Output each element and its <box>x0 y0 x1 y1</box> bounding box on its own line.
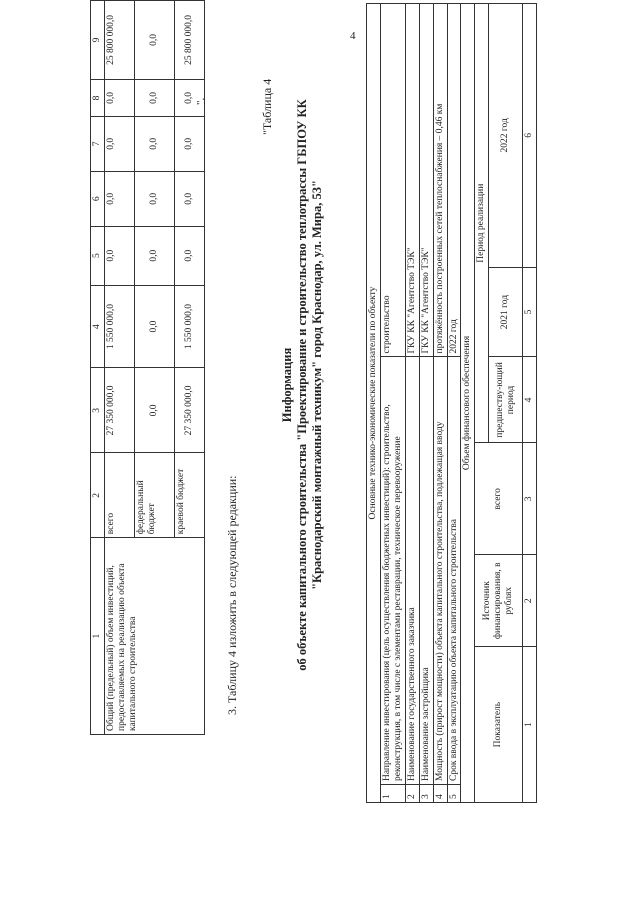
col-period: Период реализации <box>475 4 489 443</box>
previous-table <box>90 0 205 735</box>
table-cell: 25 800 000,0 <box>174 1 204 80</box>
table-row <box>104 1 134 735</box>
col-number: 1 <box>523 647 537 803</box>
table-cell: 0,0 <box>174 226 204 285</box>
table-cell: 0,0 <box>134 116 174 171</box>
table-cell: 0,0 <box>104 116 134 171</box>
table-row <box>419 4 433 803</box>
table-cell: 0,0 <box>134 226 174 285</box>
table-cell: 25 800 000,0 <box>104 1 134 80</box>
table-header-cell: 8 <box>91 79 105 116</box>
table-header-cell: 7 <box>91 116 105 171</box>
col-number: 4 <box>523 357 537 443</box>
col-source: Источник финансирования, в рублях <box>475 555 523 647</box>
table-cell: 27 350 000,0 <box>174 368 204 453</box>
row-number: 1 <box>380 785 405 803</box>
title-line: Информация <box>280 347 294 423</box>
table-cell: 0,0 <box>134 285 174 368</box>
row-label: Мощность (прирост мощности) объекта капитального строительства, подлежащая вводу <box>433 357 447 785</box>
row-number: 4 <box>433 785 447 803</box>
table-row <box>380 4 405 803</box>
table-cell: 1 550 000,0 <box>104 285 134 368</box>
table-cell: всего <box>104 453 134 538</box>
table-4 <box>366 3 537 803</box>
col-2021: 2021 год <box>489 267 523 357</box>
col-number: 6 <box>523 4 537 268</box>
table-header-cell: 3 <box>91 368 105 453</box>
row-label: Наименование застройщика <box>419 357 433 785</box>
row-number: 2 <box>405 785 419 803</box>
table-header-cell: 1 <box>91 538 105 735</box>
table-header-cell: 5 <box>91 226 105 285</box>
finance-columns-row <box>475 4 489 803</box>
document-title <box>280 0 325 795</box>
table-row <box>433 4 447 803</box>
table-cell: 27 350 000,0 <box>104 368 134 453</box>
table-header-cell: 2 <box>91 453 105 538</box>
title-line: об объекте капитального строительства "Проектирование и строительство теплотрассы ГБПОУ КК <box>295 99 309 671</box>
closing-quote: ". <box>195 97 207 105</box>
row-label: Наименование государственного заказчика <box>405 357 419 785</box>
table-header-cell: 6 <box>91 171 105 226</box>
table-cell: 0,0 <box>134 171 174 226</box>
section-header-row <box>367 4 381 803</box>
row-label: Срок ввода в эксплуатацию объекта капитального строительства <box>447 357 461 785</box>
row-value: 2022 год <box>447 4 461 357</box>
row-value: протяжённость построенных сетей теплоснабжения – 0,46 км <box>433 4 447 357</box>
row-value: строительство <box>380 4 405 357</box>
finance-header: Объем финансового обеспечения <box>461 4 475 803</box>
title-line: "Краснодарский монтажный техникум" город Краснодар, ул. Мира, 53" <box>310 180 324 590</box>
table-cell: федеральный бюджет <box>134 453 174 538</box>
table-cell: 0,0 <box>104 226 134 285</box>
table-label: "Таблица 4 <box>260 78 274 135</box>
table-row <box>447 4 461 803</box>
table-header-cell: 9 <box>91 1 105 80</box>
column-numbers-row <box>523 4 537 803</box>
table-cell: 0,0 <box>134 1 174 80</box>
amendment-item-3: 3. Таблицу 4 изложить в следующей редакции: <box>225 475 239 715</box>
table-cell: 0,0 <box>104 79 134 116</box>
table-cell: 0,0 <box>134 368 174 453</box>
table-cell: 0,0 <box>104 171 134 226</box>
col-number: 3 <box>523 443 537 555</box>
table-cell: 0,0 <box>134 79 174 116</box>
col-2022: 2022 год <box>489 4 523 268</box>
table-cell: 0,0 <box>174 79 204 116</box>
col-total: всего <box>475 443 523 555</box>
row-value: ГКУ КК "Агентство ТЭК" <box>405 4 419 357</box>
col-number: 2 <box>523 555 537 647</box>
row-number: 3 <box>419 785 433 803</box>
table-cell: краевой бюджет <box>174 453 204 538</box>
row-label: Направление инвестирования (цель осуществления бюджетных инвестиций): строительство, реконструкция, в том числе с элементами реставрации, техническое перевооружение <box>380 357 405 785</box>
table-cell: 1 550 000,0 <box>174 285 204 368</box>
table-cell: 0,0 <box>174 116 204 171</box>
col-indicator: Показатель <box>475 647 523 803</box>
row-number: 5 <box>447 785 461 803</box>
finance-header-row <box>461 4 475 803</box>
table-header-row <box>91 1 105 735</box>
table-row <box>405 4 419 803</box>
table-row-label: Общий (предельный) объем инвестиций, предоставляемых на реализацию объекта капитального строительства <box>104 538 204 735</box>
col-prev-period: предшеству-ющий период <box>489 357 523 443</box>
table-cell: 0,0 <box>174 171 204 226</box>
section-header: Основные технико-экономические показатели по объекту <box>367 4 381 803</box>
row-value: ГКУ КК "Агентство ТЭК" <box>419 4 433 357</box>
col-number: 5 <box>523 267 537 357</box>
table-header-cell: 4 <box>91 285 105 368</box>
page-number: 4 <box>350 30 356 42</box>
